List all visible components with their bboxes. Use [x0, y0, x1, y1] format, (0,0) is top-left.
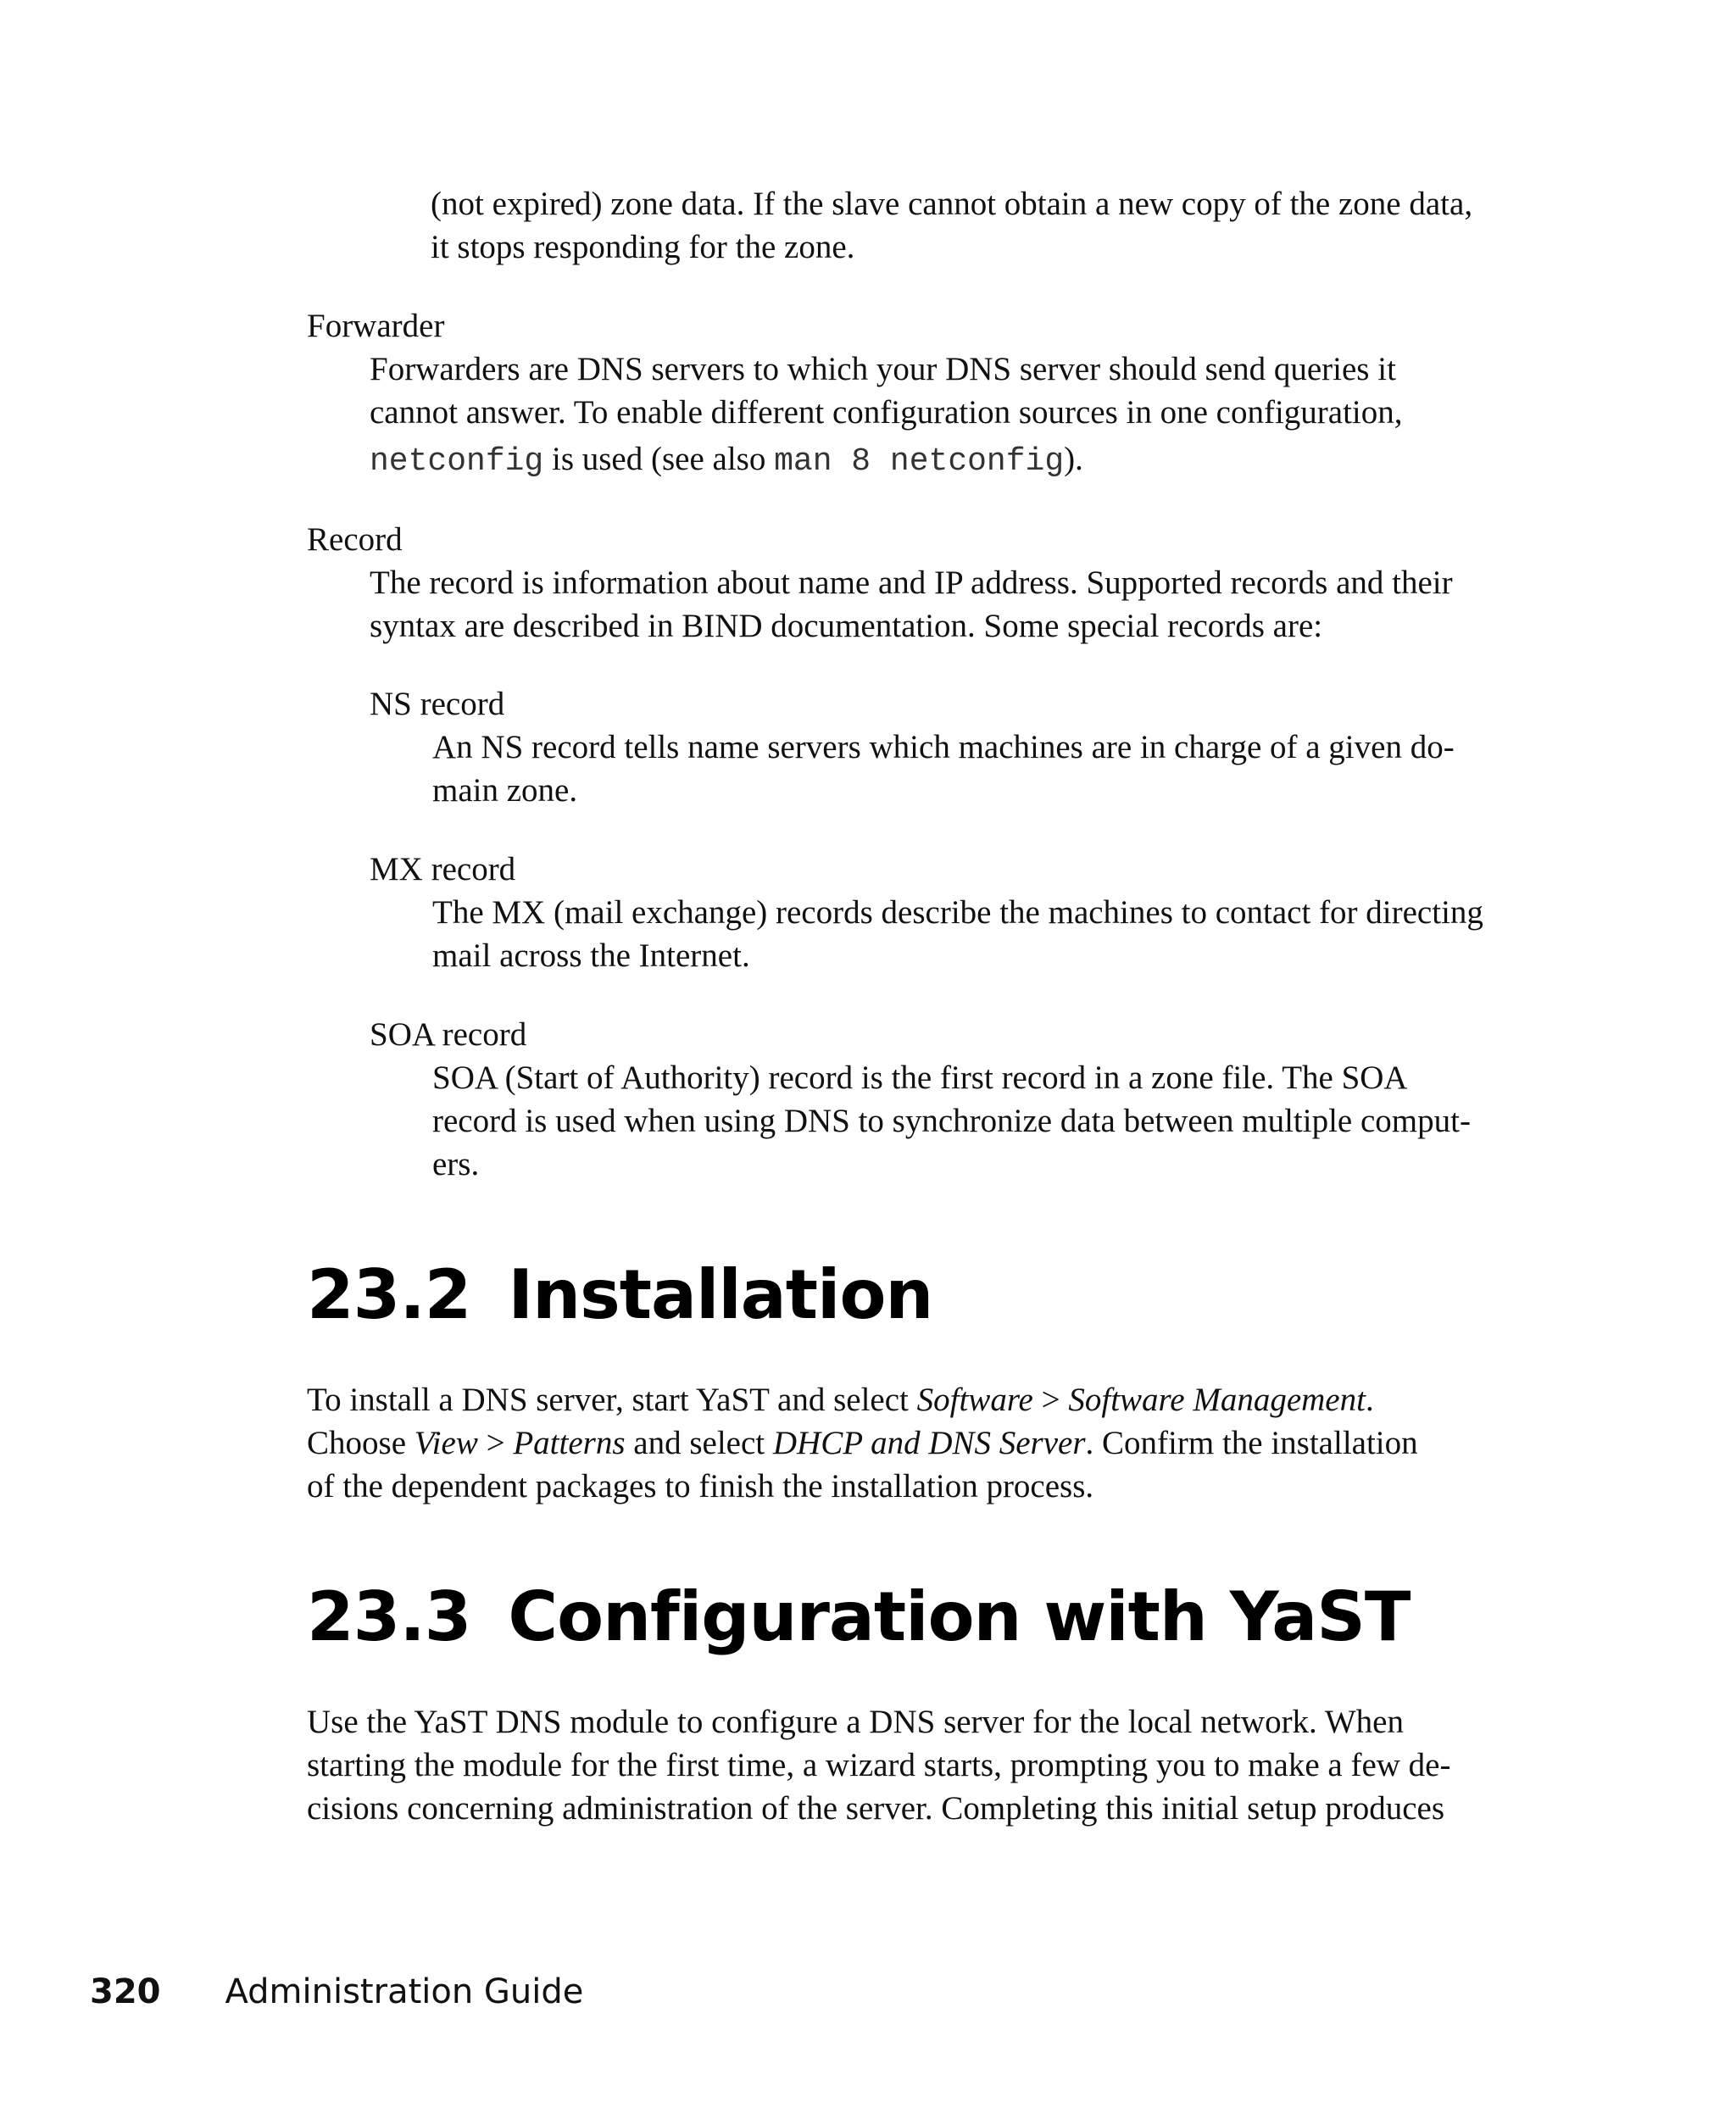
record-definition: [370, 561, 1453, 648]
forwarder-line-3-end: ).: [1064, 441, 1083, 477]
netconfig-code: netconfig: [370, 443, 544, 480]
page-number: 320: [90, 1972, 161, 2011]
section-title-installation: Installation: [508, 1255, 933, 1334]
mx-record-term: MX record: [370, 851, 516, 887]
soa-record-line-2: record is used when using DNS to synchronize data between multiple comput-: [432, 1103, 1471, 1139]
menu-software-management: Software Management: [1068, 1382, 1366, 1418]
installation-line-2: [307, 1421, 1418, 1465]
soa-record-definition: [432, 1056, 1471, 1186]
installation-text: Choose: [307, 1425, 415, 1461]
section-number-installation: 23.2: [307, 1255, 471, 1334]
installation-line-3: of the dependent packages to finish the installation process.: [307, 1468, 1094, 1505]
man-netconfig-code: man 8 netconfig: [774, 443, 1065, 480]
forwarder-line-3: [370, 437, 1403, 483]
configuration-line-2: starting the module for the first time, a wizard starts, prompting you to make a few de-: [307, 1747, 1451, 1783]
mx-record-definition: [432, 891, 1483, 977]
menu-view: View: [414, 1425, 478, 1461]
soa-record-term: SOA record: [370, 1016, 527, 1053]
intro-line-2: it stops responding for the zone.: [431, 229, 855, 265]
mx-record-line-2: mail across the Internet.: [432, 937, 750, 974]
section-title-configuration: Configuration with YaST: [508, 1577, 1410, 1656]
installation-text: .: [1365, 1382, 1374, 1418]
pattern-dhcp-dns-server: DHCP and DNS Server: [772, 1425, 1086, 1461]
ns-record-definition: [432, 726, 1455, 812]
menu-software: Software: [916, 1382, 1033, 1418]
installation-text: . Confirm the installation: [1085, 1425, 1418, 1461]
page-footer: [90, 1971, 583, 2013]
book-title: Administration Guide: [225, 1972, 584, 2011]
section-heading-installation: [307, 1254, 932, 1336]
record-line-1: The record is information about name and IP address. Supported records and their: [370, 565, 1453, 601]
intro-line-1: (not expired) zone data. If the slave cannot obtain a new copy of the zone data,: [431, 186, 1473, 222]
ns-record-term: NS record: [370, 686, 505, 722]
forwarder-line-1: Forwarders are DNS servers to which your DNS server should send queries it: [370, 351, 1396, 387]
section-number-configuration: 23.3: [307, 1577, 471, 1656]
installation-paragraph: [307, 1378, 1418, 1508]
forwarder-line-2: cannot answer. To enable different configuration sources in one configuration,: [370, 394, 1403, 431]
configuration-line-1: Use the YaST DNS module to configure a DNS server for the local network. When: [307, 1704, 1404, 1740]
soa-record-line-1: SOA (Start of Authority) record is the first record in a zone file. The SOA: [432, 1060, 1408, 1096]
soa-record-line-3: ers.: [432, 1146, 480, 1182]
forwarder-definition: [370, 348, 1403, 483]
record-line-2: syntax are described in BIND documentation. Some special records are:: [370, 608, 1323, 644]
record-term: Record: [307, 521, 403, 558]
forwarder-line-3-mid: is used (see also: [543, 441, 775, 477]
forwarder-term: Forwarder: [307, 308, 445, 344]
menu-patterns: Patterns: [513, 1425, 626, 1461]
installation-text: and select: [625, 1425, 773, 1461]
installation-text: To install a DNS server, start YaST and select: [307, 1382, 917, 1418]
ns-record-line-1: An NS record tells name servers which machines are in charge of a given do-: [432, 729, 1455, 765]
ns-record-line-2: main zone.: [432, 772, 578, 809]
menu-separator: >: [477, 1425, 514, 1461]
mx-record-line-1: The MX (mail exchange) records describe the machines to contact for directing: [432, 894, 1483, 931]
installation-line-1: [307, 1378, 1418, 1421]
configuration-paragraph: [307, 1700, 1450, 1830]
menu-separator: >: [1032, 1382, 1069, 1418]
intro-paragraph: [431, 182, 1472, 269]
configuration-line-3: cisions concerning administration of the server. Completing this initial setup produces: [307, 1790, 1444, 1827]
section-heading-configuration: [307, 1577, 1410, 1658]
